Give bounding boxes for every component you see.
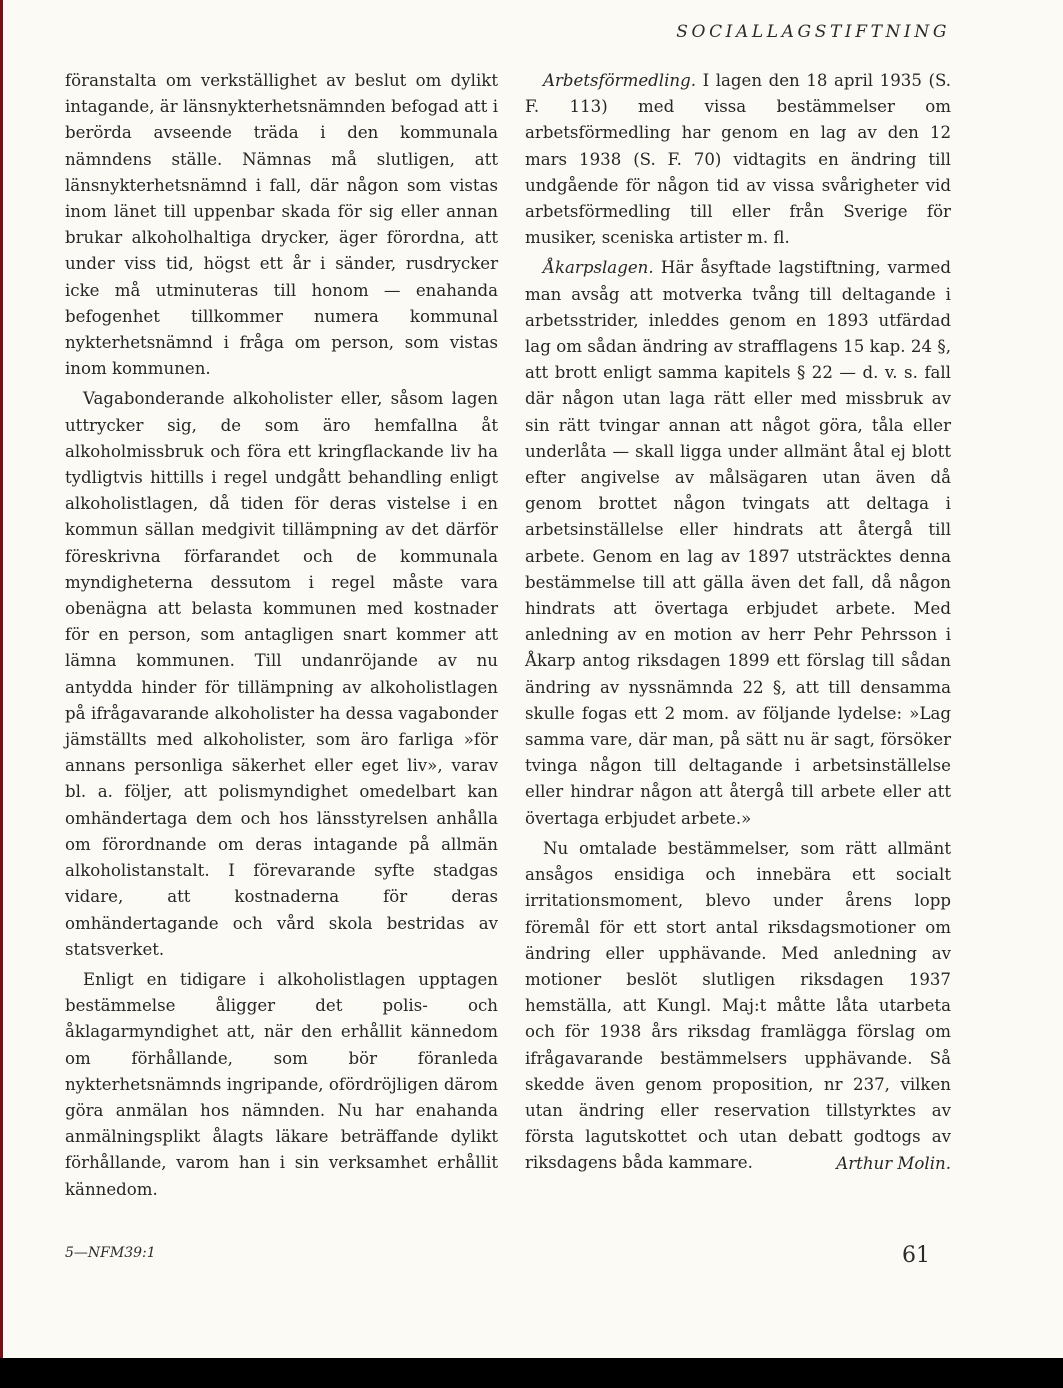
right-paragraph-3: Nu omtalade bestämmelser, som rätt allmänt ansågos ensidiga och innebära ett socialt irritationsmoment, blevo under årens lopp föremål för ett stort antal riksdagsmotioner om ändring eller upphävande. Med anledning av motioner beslöt slutligen riksdagen 1937 hemställa, att Kungl. Maj:t måtte låta utarbeta och för 1938 års riksdag framlägga förslag om ifrågavarande bestämmelsers upphävande. Så skedde även genom proposition, nr 237, vilken utan ändring eller reservation tillstyrktes av första lagutskottet och utan debatt godtogs av riksdagens båda kammare. (525, 838, 951, 1173)
page-edge-bar (0, 0, 3, 1358)
left-paragraph-2: Vagabonderande alkoholister eller, såsom lagen uttrycker sig, de som äro hemfallna åt alkoholmissbruk och föra ett kringflackande liv ha tydligtvis hittills i regel undgått behandling enligt alkoholistlagen, då tiden för deras vistelse i en kommun sällan medgivit tillämpning av det därför föreskrivna förfarandet och de kommunala myndigheterna dessutom i regel måste vara obenägna att belasta kommunen med kostnader för en person, som antagligen snart kommer att lämna kommunen. Till undanröjande av nu antydda hinder för tillämpning av alkoholistlagen på ifrågavarande alkoholister ha dessa vagabonder jämställts med alkoholister, som äro farliga »för annans personliga säkerhet eller eget liv», varav bl. a. följer, att polismyndighet omedelbart kan omhändertaga dem och hos länsstyrelsen anhålla om förordnande om deras intagande på allmän alkoholistanstalt. I förevarande syfte stadgas vidare, att kostnaderna för deras omhändertagande och vård skola bestridas av statsverket. (65, 389, 498, 959)
right-paragraph-1 (525, 68, 951, 251)
left-paragraph-3: Enligt en tidigare i alkoholistlagen upptagen bestämmelse åligger det polis- och åklagarmyndighet att, när den erhållit kännedom om förhållande, som bör föranleda nykterhetsnämnds ingripande, ofördröjligen därom göra anmälan hos nämnden. Nu har enahanda anmälningsplikt ålagts läkare beträffande dylikt förhållande, varom han i sin verksamhet erhållit kännedom. (65, 969, 498, 1199)
author-signature: Arthur Molin. (836, 1153, 951, 1173)
section-title-akarpslagen: Åkarpslagen. (543, 258, 654, 278)
section-title-arbetsformedling: Arbetsförmedling. (543, 71, 696, 90)
right-column (525, 68, 951, 1177)
printer-signature-mark: 5—NFM39:1 (65, 1245, 156, 1261)
right-paragraph-1-body: I lagen den 18 april 1935 (S. F. 113) med vissa bestämmelser om arbetsförmedling har genom en lag av den 12 mars 1938 (S. F. 70) vidtagits en ändring till undgående för någon tid av vissa svårigheter vid arbetsförmedling till eller från Sverige för musiker, sceniska artister m. fl. (525, 71, 951, 248)
right-paragraph-2 (525, 255, 951, 831)
left-paragraph-1: föranstalta om verkställighet av beslut om dylikt intagande, är länsnykterhetsnämnden befogad att i berörda avseende träda i den kommunala nämndens ställe. Nämnas må slutligen, att länsnykterhetsnämnd i fall, där någon som vistas inom länet till uppenbar skada för sig eller annan brukar alkoholhaltiga drycker, äger förordna, att under viss tid, högst ett år i sänder, rusdrycker icke må utminuteras till honom — enahanda befogenhet tillkommer numera kommunal nykterhetsnämnd i fråga om person, som vistas inom kommunen. (65, 71, 498, 379)
running-head: SOCIALLAGSTIFTNING (676, 22, 950, 42)
left-column (65, 68, 498, 1203)
right-paragraph-2-body: Här åsyftade lagstiftning, varmed man avsåg att motverka tvång till deltagande i arbetsstrider, inleddes genom en 1893 utfärdad lag om sådan ändring av strafflagens 15 kap. 24 §, att brott enligt samma kapitels § 22 — d. v. s. fall där någon utan laga rätt eller med missbruk av sin rätt tvingar annan att något göra, tåla eller underlåta — skall ligga under allmänt åtal ej blott efter angivelse av målsägaren utan även då genom brottet någon tvingats att deltaga i arbetsinställelse eller hindrats att återgå till arbete. Genom en lag av 1897 utsträcktes denna bestämmelse till att gälla även det fall, då någon hindrats att övertaga erbjudet arbete. Med anledning av en motion av herr Pehr Pehrsson i Åkarp antog riksdagen 1899 ett förslag till sådan ändring av nyssnämnda 22 §, att till densamma skulle fogas ett 2 mom. av följande lydelse: »Lag samma vare, där man, på sätt nu är sagt, försöker tvinga någon till deltagande i arbetsinställelse eller hindrar någon att återgå till arbete eller att övertaga erbjudet arbete.» (525, 258, 951, 828)
page-number: 61 (902, 1243, 930, 1268)
